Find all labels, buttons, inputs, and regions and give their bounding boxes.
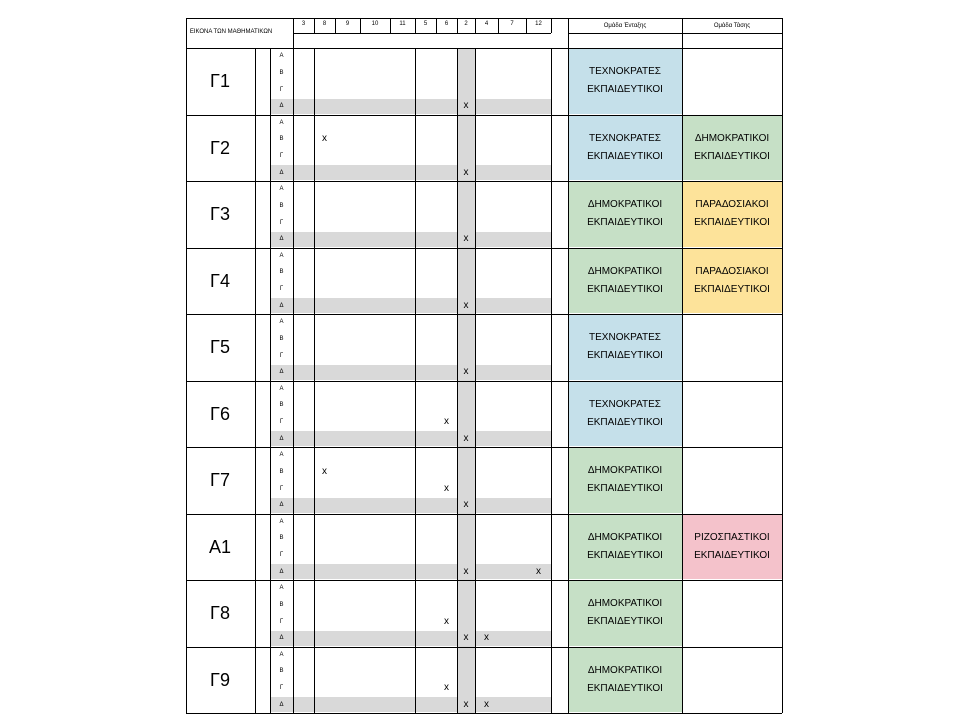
spacer-divider xyxy=(568,18,569,713)
sub-row-label: Δ xyxy=(279,169,284,176)
group-entry-line1: ΔΗΜΟΚΡΑΤΙΚΟΙ xyxy=(587,598,663,610)
group-tendency-line1: ΡΙΖΟΣΠΑΣΤΙΚΟΙ xyxy=(694,531,770,543)
group-label: Α1 xyxy=(208,536,232,557)
sub-row-label: Α xyxy=(279,319,284,326)
x-mark: x xyxy=(484,698,489,710)
group-entry-cell xyxy=(568,116,682,181)
x-mark: x xyxy=(463,233,469,245)
column-header-divider xyxy=(360,18,361,33)
group-entry-cell xyxy=(568,182,682,247)
x-mark: x xyxy=(463,299,469,311)
column-header-divider xyxy=(526,18,527,33)
group-tendency-line2: ΕΚΠΑΙΔΕΥΤΙΚΟΙ xyxy=(694,150,770,162)
group-entry-cell xyxy=(568,315,682,380)
sub-row-label: Δ xyxy=(279,502,284,509)
group-entry-line1: ΤΕΧΝΟΚΡΑΤΕΣ xyxy=(589,332,661,344)
sub-row-label: Β xyxy=(279,136,284,143)
column-divider xyxy=(314,48,315,713)
sub-row-label: Γ xyxy=(279,352,284,359)
group-entry-text xyxy=(568,595,682,631)
group-tendency-text xyxy=(682,130,782,166)
group-divider xyxy=(186,248,782,249)
column-header: 3 xyxy=(301,21,306,27)
sub-row-label: Δ xyxy=(279,635,284,642)
x-mark: x xyxy=(444,682,449,694)
x-mark: x xyxy=(444,615,449,627)
sub-row-label: Γ xyxy=(279,286,284,293)
column-header-divider xyxy=(457,18,458,33)
column-header: 5 xyxy=(423,21,428,27)
label-divider xyxy=(255,48,256,713)
group-divider xyxy=(186,647,782,648)
table-title: ΕΙΚΟΝΑ ΤΩΝ ΜΑΘΗΜΑΤΙΚΩΝ xyxy=(189,29,273,35)
group-tendency-line1: ΠΑΡΑΔΟΣΙΑΚΟΙ xyxy=(695,265,769,277)
sub-row-label: Β xyxy=(279,402,284,409)
column-divider xyxy=(415,48,416,713)
sub-row-label: Β xyxy=(279,269,284,276)
table-left-border xyxy=(186,18,187,713)
column-header: 7 xyxy=(510,21,514,27)
table-bottom-border xyxy=(186,713,782,714)
group-tendency-cell xyxy=(682,249,782,314)
group-label: Γ4 xyxy=(210,270,230,291)
delta-row-shade xyxy=(270,697,551,712)
sub-row-label: Γ xyxy=(279,86,284,93)
column-divider xyxy=(475,48,476,713)
group-entry-cell xyxy=(568,648,682,713)
group-entry-line2: ΕΚΠΑΙΔΕΥΤΙΚΟΙ xyxy=(587,350,663,362)
sub-row-label: Β xyxy=(279,601,284,608)
delta-row-shade xyxy=(270,365,551,380)
delta-row-shade xyxy=(270,99,551,114)
sub-row-label: Α xyxy=(279,385,284,392)
group-entry-line1: ΔΗΜΟΚΡΑΤΙΚΟΙ xyxy=(587,664,663,676)
sub-row-label: Β xyxy=(279,668,284,675)
column-header: 11 xyxy=(399,21,406,27)
tendency-divider xyxy=(682,18,683,713)
sub-row-label: Δ xyxy=(279,236,284,243)
column-header: 4 xyxy=(484,21,489,27)
group-entry-line1: ΔΗΜΟΚΡΑΤΙΚΟΙ xyxy=(587,199,663,211)
x-mark: x xyxy=(536,565,541,577)
column-header-divider xyxy=(475,18,476,33)
group-entry-line2: ΕΚΠΑΙΔΕΥΤΙΚΟΙ xyxy=(587,483,663,495)
group-entry-cell xyxy=(568,515,682,580)
group-tendency-line2: ΕΚΠΑΙΔΕΥΤΙΚΟΙ xyxy=(694,283,770,295)
group-label: Γ7 xyxy=(210,470,230,491)
group-entry-text xyxy=(568,529,682,565)
x-mark: x xyxy=(463,565,469,577)
group-divider xyxy=(186,115,782,116)
sub-row-label: Β xyxy=(279,468,284,475)
sub-divider xyxy=(270,48,271,713)
sub-row-label: Γ xyxy=(279,419,284,426)
column-header-divider xyxy=(390,18,391,33)
x-mark: x xyxy=(322,465,327,477)
group-label: Γ1 xyxy=(210,71,230,92)
group-entry-text xyxy=(568,196,682,232)
sub-row-label: Β xyxy=(279,535,284,542)
group-entry-header: Ομάδα Ένταξης xyxy=(603,23,647,29)
group-entry-line1: ΤΕΧΝΟΚΡΑΤΕΣ xyxy=(589,66,661,78)
x-mark: x xyxy=(463,366,469,378)
x-mark: x xyxy=(463,632,469,644)
group-entry-text xyxy=(568,63,682,99)
sub-row-label: Α xyxy=(279,585,284,592)
sub-row-label: Δ xyxy=(279,701,284,708)
group-entry-line1: ΤΕΧΝΟΚΡΑΤΕΣ xyxy=(589,398,661,410)
sub-row-label: Α xyxy=(279,651,284,658)
column-header-divider xyxy=(498,18,499,33)
sub-row-label: Β xyxy=(279,69,284,76)
x-mark: x xyxy=(444,482,449,494)
group-tendency-header: Ομάδα Τάσης xyxy=(713,23,751,29)
group-entry-cell xyxy=(568,249,682,314)
group-entry-line2: ΕΚΠΑΙΔΕΥΤΙΚΟΙ xyxy=(587,682,663,694)
delta-row-shade xyxy=(270,165,551,180)
delta-row-shade xyxy=(270,298,551,313)
column-divider xyxy=(293,18,294,48)
sub-row-label: Α xyxy=(279,119,284,126)
x-mark: x xyxy=(463,698,469,710)
column-header: 2 xyxy=(464,21,468,27)
sub-row-label: Γ xyxy=(279,485,284,492)
sub-row-label: Β xyxy=(279,335,284,342)
x-mark: x xyxy=(484,632,489,644)
group-divider xyxy=(186,181,782,182)
sub-row-label: Α xyxy=(279,53,284,60)
column-header-divider xyxy=(551,18,552,33)
delta-row-shade xyxy=(270,631,551,646)
group-tendency-text xyxy=(682,196,782,232)
column-header-divider xyxy=(314,18,315,33)
group-tendency-line2: ΕΚΠΑΙΔΕΥΤΙΚΟΙ xyxy=(694,549,770,561)
column-divider xyxy=(457,48,458,713)
x-mark: x xyxy=(444,416,449,428)
group-tendency-cell xyxy=(682,182,782,247)
x-mark: x xyxy=(463,166,469,178)
group-entry-cell xyxy=(568,581,682,646)
group-divider xyxy=(186,48,782,49)
sub-row-label: Δ xyxy=(279,568,284,575)
delta-row-shade xyxy=(270,232,551,247)
column-divider xyxy=(551,48,552,713)
group-tendency-text xyxy=(682,529,782,565)
table-top-border xyxy=(186,18,782,19)
group-label: Γ2 xyxy=(210,137,230,158)
x-mark: x xyxy=(463,499,469,511)
group-tendency-line1: ΠΑΡΑΔΟΣΙΑΚΟΙ xyxy=(695,199,769,211)
sub-row-label: Δ xyxy=(279,302,284,309)
group-entry-cell xyxy=(568,448,682,513)
header-divider xyxy=(568,33,782,34)
sub-row-label: Α xyxy=(279,452,284,459)
group-entry-text xyxy=(568,662,682,698)
delta-row-shade xyxy=(270,431,551,446)
group-entry-text xyxy=(568,130,682,166)
column-divider xyxy=(293,48,294,713)
column-header-divider xyxy=(335,18,336,33)
sub-row-label: Β xyxy=(279,202,284,209)
sub-row-label: Δ xyxy=(279,369,284,376)
group-entry-text xyxy=(568,396,682,432)
delta-row-shade xyxy=(270,564,551,579)
group-entry-line1: ΤΕΧΝΟΚΡΑΤΕΣ xyxy=(589,132,661,144)
group-entry-cell xyxy=(568,49,682,114)
column-header: 10 xyxy=(371,21,379,27)
group-tendency-cell xyxy=(682,116,782,181)
group-entry-line2: ΕΚΠΑΙΔΕΥΤΙΚΟΙ xyxy=(587,549,663,561)
group-entry-line2: ΕΚΠΑΙΔΕΥΤΙΚΟΙ xyxy=(587,616,663,628)
group-entry-line1: ΔΗΜΟΚΡΑΤΙΚΟΙ xyxy=(587,265,663,277)
column-header-divider xyxy=(415,18,416,33)
sub-row-label: Δ xyxy=(279,103,284,110)
sub-row-label: Δ xyxy=(279,435,284,442)
group-divider xyxy=(186,381,782,382)
group-entry-text xyxy=(568,263,682,299)
sub-row-label: Γ xyxy=(279,219,284,226)
group-entry-line1: ΔΗΜΟΚΡΑΤΙΚΟΙ xyxy=(587,531,663,543)
sub-row-label: Α xyxy=(279,252,284,259)
column-header-divider xyxy=(436,18,437,33)
group-divider xyxy=(186,514,782,515)
group-entry-cell xyxy=(568,382,682,447)
table-right-border xyxy=(782,18,783,713)
group-tendency-text xyxy=(682,263,782,299)
group-entry-line2: ΕΚΠΑΙΔΕΥΤΙΚΟΙ xyxy=(587,283,663,295)
group-label: Γ6 xyxy=(210,403,230,424)
x-mark: x xyxy=(463,100,469,112)
column-header: 6 xyxy=(444,21,449,27)
sub-row-label: Γ xyxy=(279,552,284,559)
sub-row-label: Γ xyxy=(279,685,284,692)
group-divider xyxy=(186,314,782,315)
sub-row-label: Γ xyxy=(279,153,284,160)
column-header: 8 xyxy=(322,21,327,27)
group-label: Γ9 xyxy=(210,669,230,690)
group-entry-line2: ΕΚΠΑΙΔΕΥΤΙΚΟΙ xyxy=(587,84,663,96)
sub-row-label: Γ xyxy=(279,618,284,625)
group-label: Γ5 xyxy=(210,337,230,358)
group-tendency-line2: ΕΚΠΑΙΔΕΥΤΙΚΟΙ xyxy=(694,217,770,229)
delta-row-shade xyxy=(270,498,551,513)
group-label: Γ3 xyxy=(210,204,230,225)
group-entry-line2: ΕΚΠΑΙΔΕΥΤΙΚΟΙ xyxy=(587,217,663,229)
group-entry-text xyxy=(568,462,682,498)
group-divider xyxy=(186,447,782,448)
sub-row-label: Α xyxy=(279,186,284,193)
group-entry-line1: ΔΗΜΟΚΡΑΤΙΚΟΙ xyxy=(587,465,663,477)
sub-row-label: Α xyxy=(279,518,284,525)
group-divider xyxy=(186,580,782,581)
group-entry-line2: ΕΚΠΑΙΔΕΥΤΙΚΟΙ xyxy=(587,416,663,428)
column-header: 9 xyxy=(345,21,350,27)
header-divider xyxy=(293,33,551,34)
group-tendency-line1: ΔΗΜΟΚΡΑΤΙΚΟΙ xyxy=(694,132,770,144)
column-header: 12 xyxy=(535,21,542,27)
x-mark: x xyxy=(463,432,469,444)
group-tendency-cell xyxy=(682,515,782,580)
group-entry-text xyxy=(568,329,682,365)
group-entry-line2: ΕΚΠΑΙΔΕΥΤΙΚΟΙ xyxy=(587,150,663,162)
group-label: Γ8 xyxy=(210,603,230,624)
x-mark: x xyxy=(322,133,327,145)
